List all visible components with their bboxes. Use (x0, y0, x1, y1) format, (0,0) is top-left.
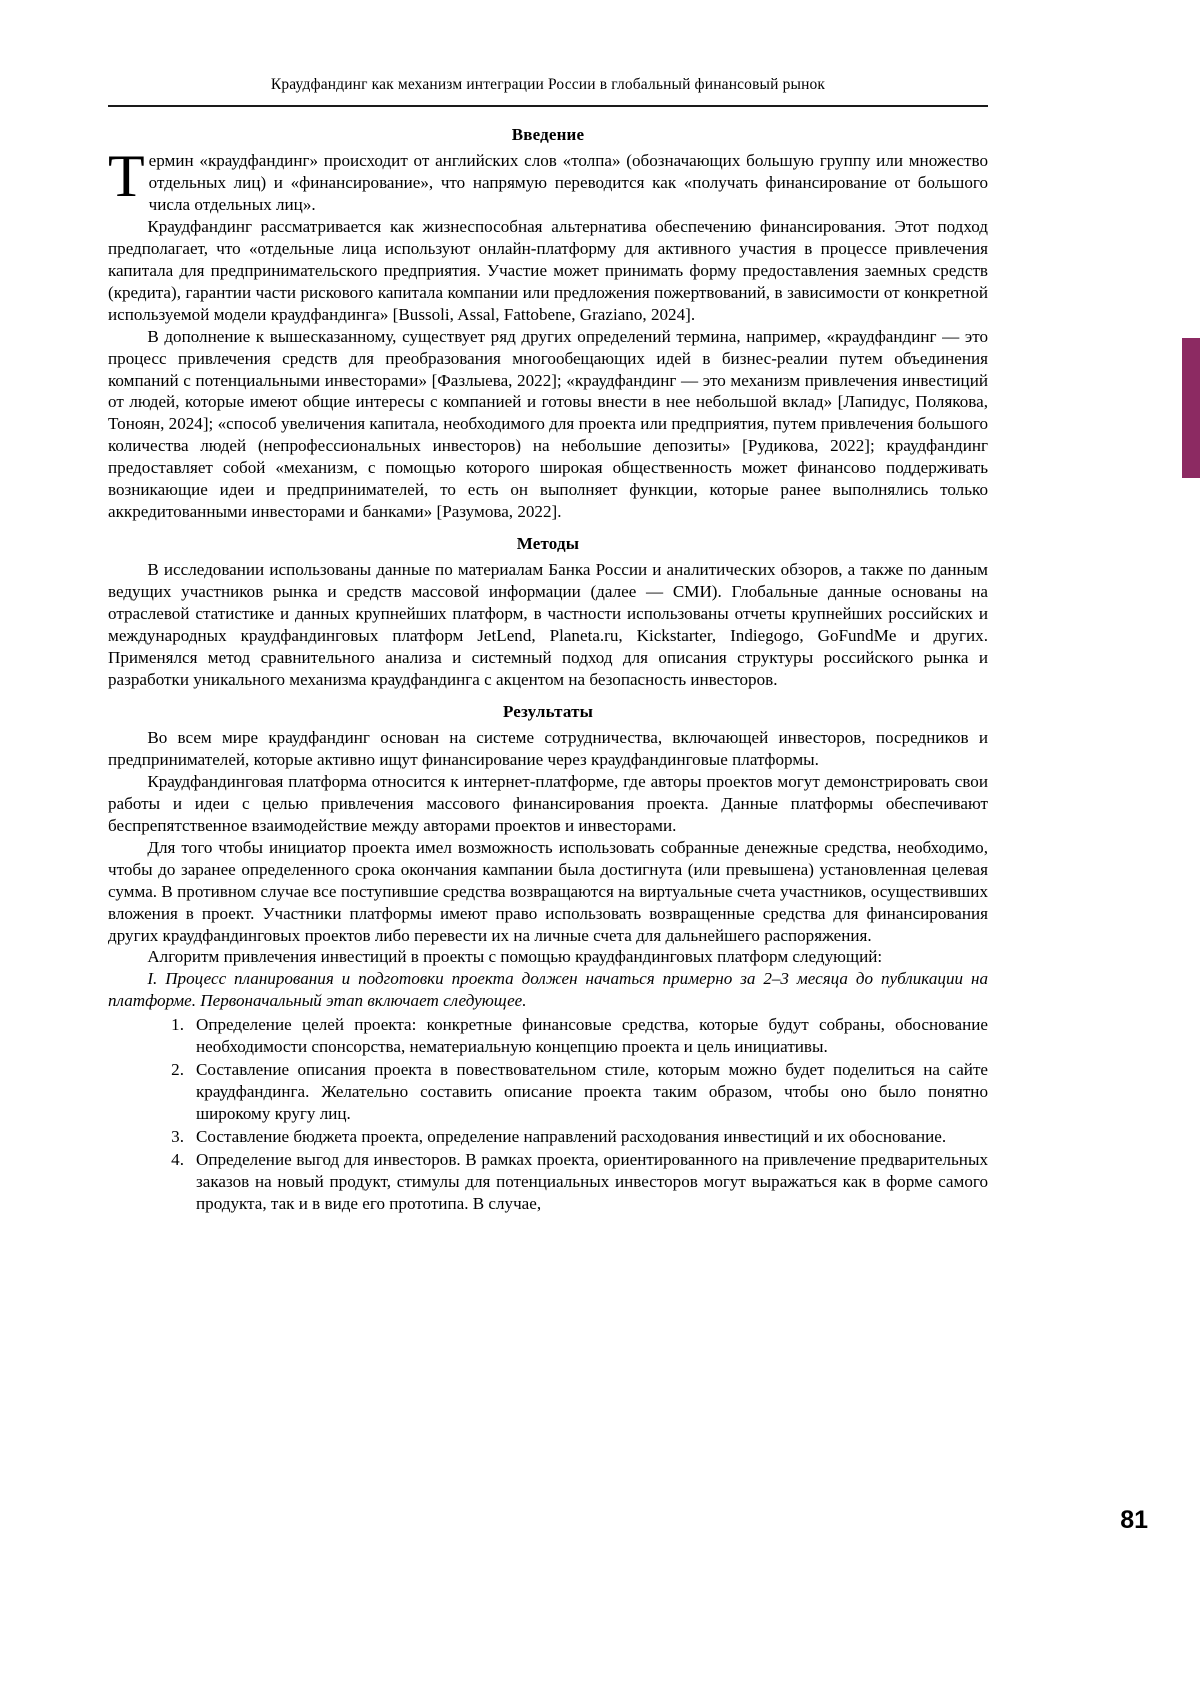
preparation-steps-list (108, 1014, 988, 1215)
list-item: Составление бюджета проекта, определение направлений расходования инвестиций и их обоснование. (196, 1127, 947, 1147)
page-number: 81 (1120, 1506, 1148, 1534)
drop-cap: Т (108, 143, 145, 209)
list-item: Определение выгод для инвесторов. В рамках проекта, ориентированного на привлечение предварительных заказов на новый продукт, стимулы для потенциальных инвесторов могут выражаться как в форме самого продукта, так и в виде его прототипа. В случае, (196, 1150, 988, 1213)
results-paragraph-4: Алгоритм привлечения инвестиций в проекты с помощью краудфандинговых платформ следующий: (147, 947, 883, 967)
results-paragraph-3: Для того чтобы инициатор проекта имел возможность использовать собранные денежные средства, необходимо, чтобы до заранее определенного срока окончания кампании была достигнута (или превышена) установленная целевая сумма. В противном случае все поступившие средства возвращаются на виртуальные счета участников, осуществивших вложения в проект. Участники платформы имеют право использовать возвращенные средства для финансирования других краудфандинговых проектов либо перевести их на личные счета для дальнейшего распоряжения. (108, 837, 988, 945)
results-paragraph-1: Во всем мире краудфандинг основан на системе сотрудничества, включающей инвесторов, посредников и предпринимателей, которые активно ищут финансирование через краудфандинговые платформы. (108, 727, 988, 769)
section-heading-results: Результаты (502, 701, 594, 721)
intro-paragraph-2: Краудфандинг рассматривается как жизнеспособная альтернатива обеспечению финансирования. Этот подход предполагает, что «отдельные лица используют онлайн-платформу для активного участия в процессе привлечения капитала для предпринимательского предприятия. Участие может принимать форму предоставления заемных средств (кредита), гарантии части рискового капитала компании или предложения пожертвований, в зависимости от конкретной используемой модели краудфандинга» [Bussoli, Assal, Fattobene, Graziano, 2024]. (108, 216, 988, 324)
methods-paragraph-1: В исследовании использованы данные по материалам Банка России и аналитических обзоров, а также по данным ведущих участников рынка и средств массовой информации (далее — СМИ). Глобальные данные основаны на отраслевой статистике и данных крупнейших платформ, в частности использованы отчеты крупнейших российских и международных краудфандинговых платформ JetLend, Planeta.ru, Kickstarter, Indiegogo, GoFundMe и других. Применялся метод сравнительного анализа и системный подход для описания структуры российского рынка и разработки уникального механизма краудфандинга с акцентом на безопасность инвесторов. (108, 560, 988, 689)
header-rule (108, 105, 988, 107)
section-heading-introduction: Введение (511, 125, 585, 144)
intro-paragraph-1 (108, 143, 988, 216)
page-edge-marker (1182, 338, 1200, 478)
section-heading-methods: Методы (516, 534, 580, 554)
intro-paragraph-3: В дополнение к вышесказанному, существует ряд других определений термина, например, «краудфандинг — это процесс привлечения средств для преобразования многообещающих идей в бизнес-реалии путем объединения компаний с потенциальными инвесторами» [Фазлыева, 2022]; «краудфандинг — это механизм привлечения инвестиций от людей, которые имеют общие интересы с компанией и готовы внести в нее небольшой вклад» [Лапидус, Полякова, Тоноян, 2024]; «способ увеличения капитала, необходимого для проекта или предприятия, путем привлечения большого количества людей (непрофессиональных инвесторов) на небольшие депозиты» [Рудикова, 2022]; краудфандинг предоставляет собой «механизм, с помощью которого широкая общественность может финансово поддерживать возникающие идеи и предпринимателей, то есть он выполняет функции, которые ранее выполнялись только аккредитованными инвесторами и банками» [Разумова, 2022]. (108, 326, 988, 522)
intro-paragraph-1-text: ермин «краудфандинг» происходит от английских слов «толпа» (обозначающих большую группу или множество отдельных лиц) и «финансирование», что напрямую переводится как «получать финансирование от большого числа отдельных лиц». (148, 151, 988, 214)
page-content (108, 76, 988, 1216)
list-item: Составление описания проекта в повествовательном стиле, которым можно будет поделиться на сайте краудфандинга. Желательно составить описание проекта таким образом, чтобы оно было понятно широкому кругу лиц. (196, 1060, 988, 1124)
results-paragraph-2: Краудфандинговая платформа относится к интернет-платформе, где авторы проектов могут демонстрировать свои работы и идеи с целью привлечения массового финансирования проекта. Данные платформы обеспечивают беспрепятственное взаимодействие между авторами проектов и инвесторами. (108, 771, 988, 835)
stage-one-description: I. Процесс планирования и подготовки проекта должен начаться примерно за 2–3 месяца до публикации на платформе. Первоначальный этап включает следующее. (108, 969, 988, 1011)
list-item: Определение целей проекта: конкретные финансовые средства, которые будут собраны, обоснование необходимости спонсорства, нематериальную концепцию проекта и цель инициативы. (196, 1015, 988, 1057)
running-head: Краудфандинг как механизм интеграции России в глобальный финансовый рынок (270, 76, 826, 93)
